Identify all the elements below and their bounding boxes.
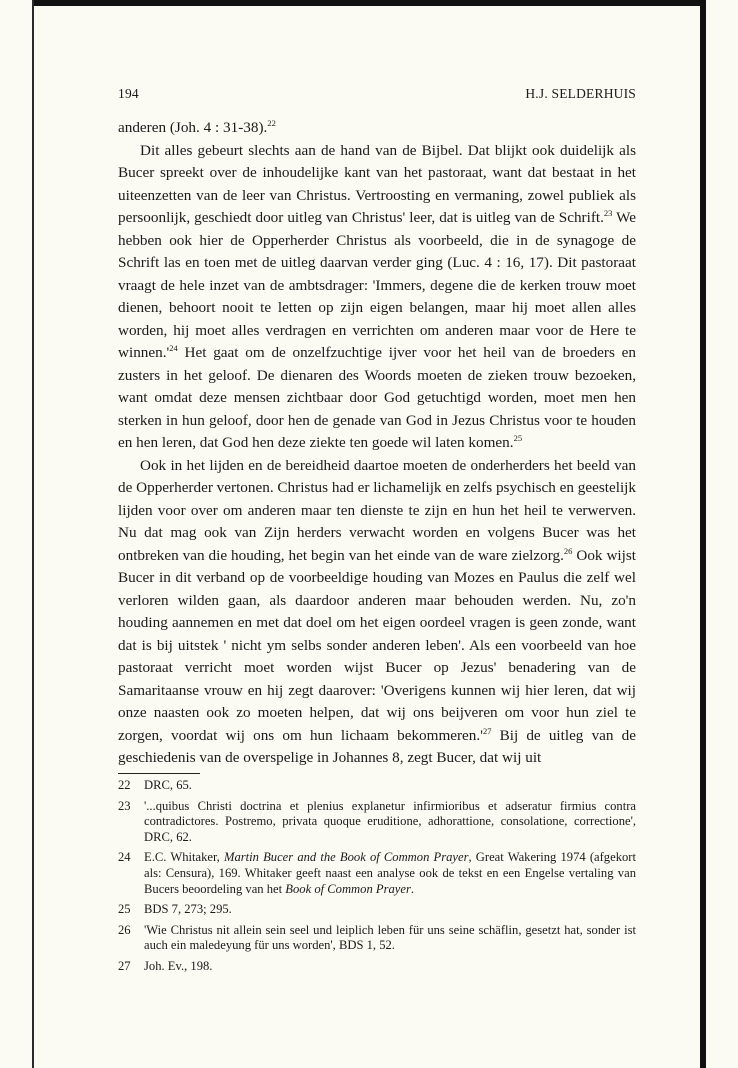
footnote-number: 26: [118, 922, 131, 937]
text-run: DRC, 65.: [144, 778, 192, 792]
footnote: [118, 959, 636, 975]
footnote-number: 25: [118, 902, 131, 917]
scan-edge-top: [32, 0, 706, 6]
footnote-rule: [118, 773, 200, 774]
footnote-number: 27: [118, 958, 131, 973]
running-head: H.J. SELDERHUIS: [525, 86, 636, 101]
text-run: BDS 7, 273; 295.: [144, 902, 232, 917]
footnotes: [118, 778, 636, 980]
footnote: [118, 902, 636, 918]
scan-edge-right: [700, 0, 706, 1068]
footnote-text: [144, 902, 636, 918]
footnote: [118, 799, 636, 846]
footnote-ref: 24: [169, 343, 178, 353]
footnote-number: 24: [118, 850, 131, 865]
footnote-text: [144, 850, 636, 897]
paragraph: [118, 455, 636, 770]
page-number: 194: [118, 86, 139, 101]
paragraph: [118, 140, 636, 455]
text-run: Ook wijst Bucer in dit verband op de voorbeeldige houding van Mozes en Paulus die zelf wel verloren wilden gaan, als daardoor anderen maar behouden werden. Nu, zo'n houding aannemen en met dat doel om het eigen oordeel vragen is geen zonde, want dat is bij uitstek ' nicht ym selbs sonder anderen leben'. Als een voorbeeld van hoe pastoraat verricht moet worden wijst Bucer op Jezus' benadering van de Samaritaanse vrouw en hij zegt daarover: 'Overigens kunnen wij hier leren, dat wij onze naasten ook zo moeten helpen, dat wij ons beijveren om voor hun ziel te zorgen, voordat wij ons om hun lichaam bekommeren.': [118, 546, 636, 744]
footnote-number: 23: [118, 798, 131, 813]
text-run: Ook in het lijden en de bereidheid daartoe moeten de onderherders het beeld van de Opperherder vertonen. Christus had er lichamelijk en zelfs psychisch en geestelijk lijden voor over om anderen maar ten dienste te zijn en hun het heil te verwerven. Nu dat mag ook van Zijn herders verwacht worden en volgens Bucer was het ontbreken van die houding, het begin van het einde van de ware zielzorg.: [118, 456, 636, 564]
paragraph: [118, 117, 636, 140]
text-run: 'Wie Christus nit allein sein seel und leiplich leben für uns seine schäflin, gesetzt hat, sonder ist auch ein maledeyung für uns worden', BDS 1, 52.: [144, 922, 636, 953]
scan-edge-left: [32, 0, 34, 1068]
footnote-text: [144, 778, 636, 794]
footnote-ref: 26: [563, 545, 573, 556]
text-run: , Great Wakering 1974 (afgekort als: Censura), 169. Whitaker geeft naast een analyse ook de tekst en een Engelse vertaling van Bucers beoordeling van het: [144, 850, 636, 896]
footnote-number: 22: [118, 778, 131, 792]
footnote: [118, 850, 636, 897]
footnote-text: [144, 959, 636, 975]
footnote-ref: 23: [603, 208, 613, 218]
text-run: Het gaat om de onzelfzuchtige ijver voor het heil van de broeders en zusters in het geloof. De dienaren des Woords moeten de zieken trouw bezoeken, want omdat deze mensen zichtbaar door God getuchtigd worden, moet men hen sterken in hun geloof, door hen de genade van God in Jezus Christus voor te houden en hen leren, dat God hen deze ziekte ten goede wil laten komen.: [118, 344, 636, 451]
text-run: Dit alles gebeurt slechts aan de hand van de Bijbel. Dat blijkt ook duidelijk als Bucer spreekt over de inhoudelijke kant van het pastoraat, want dat bestaat in het uiteenzetten van de leer van Christus. Vertroosting en vermaning, zowel publiek als persoonlijk, geschiedt door uitleg van Christus' leer, dat is uitleg van de Schrift.: [118, 141, 636, 226]
body-text: [118, 117, 636, 770]
text-run: We hebben ook hier de Opperherder Christus als voorbeeld, die in de synagoge de Schrift las en toen met de uitleg daarvan verder ging (Luc. 4 : 16, 17). Dit pastoraat vraagt de hele inzet van de ambtsdrager: 'Immers, degene die de kerken trouw moet dienen, behoort nooit te letten op zijn eigen belangen, maar hij moet allen alles worden, hij moet alles verdragen en verrichten om anderen maar voor de Here te winnen.': [118, 209, 636, 361]
text-run: Joh. Ev., 198.: [144, 958, 213, 973]
text-run: anderen (Joh. 4 : 31-38).: [118, 119, 268, 136]
page-header: [118, 86, 636, 102]
footnote-text: [144, 923, 636, 954]
footnote-ref: 27: [482, 725, 492, 736]
footnote-ref: 25: [513, 433, 523, 443]
footnote: [118, 923, 636, 954]
text-run: Bij de uitleg van de geschiedenis van de overspelige in Johannes 8, zegt Bucer, dat wij uit: [118, 726, 636, 766]
footnote-ref: 22: [267, 118, 276, 128]
footnote: [118, 778, 636, 794]
italic-title: Book of Common Prayer: [285, 881, 411, 896]
text-run: '...quibus Christi doctrina et plenius explanetur infirmioribus et adseratur firmius contra contradictores. Postremo, privata quoque eruditione, adhorattione, consolatione, correctione', DRC, 62.: [144, 798, 636, 844]
text-run: E.C. Whitaker,: [144, 850, 224, 865]
text-run: .: [410, 881, 415, 896]
italic-title: Martin Bucer and the Book of Common Prayer: [223, 850, 469, 865]
footnote-text: [144, 799, 636, 846]
